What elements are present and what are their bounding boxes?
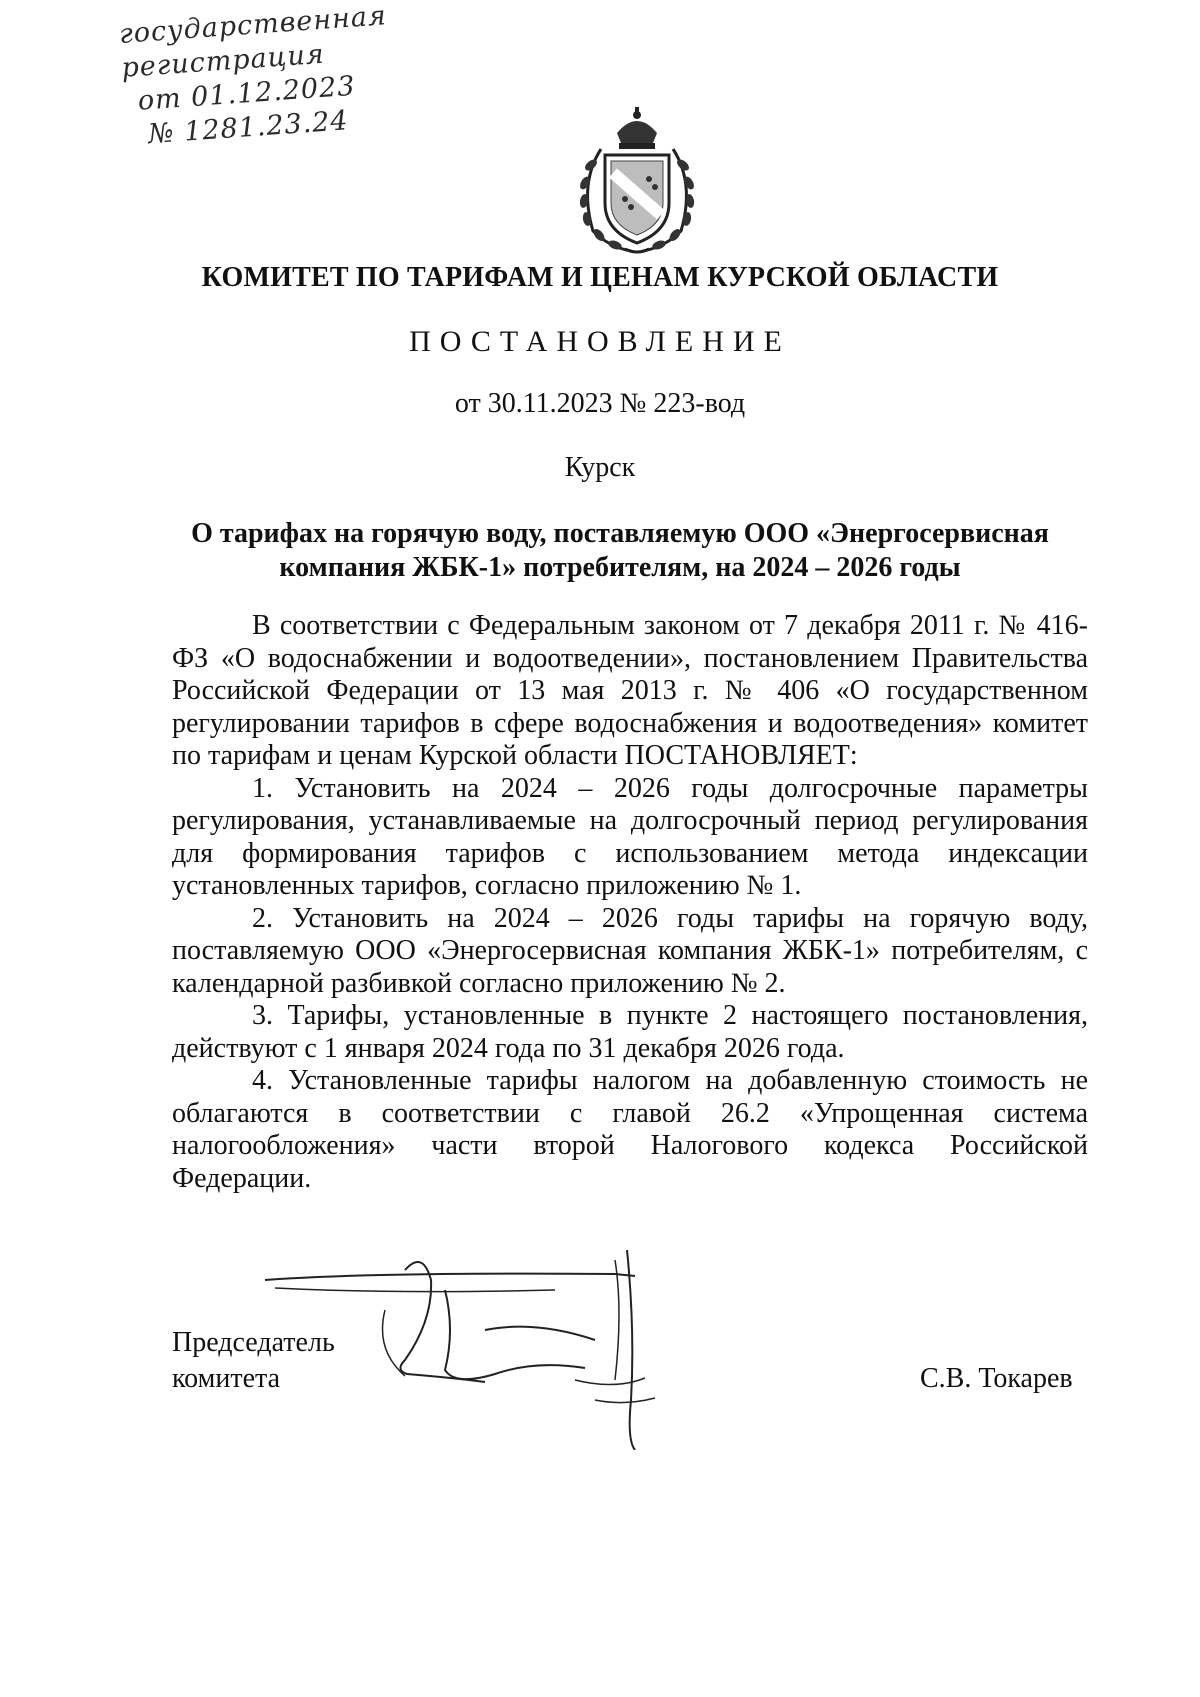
signatory-position-line: Председатель <box>172 1327 335 1358</box>
signatory-name: С.В. Токарев <box>920 1363 1073 1394</box>
resolution-item-1: 1. Установить на 2024 – 2026 годы долгосрочные параметры регулирования, устанавливаемые на долгосрочный период регулирования для формирования тарифов с использованием метода индексации установленных тарифов, согласно приложению № 1. <box>172 772 1088 901</box>
kursk-coat-of-arms-icon <box>565 103 709 255</box>
preamble-paragraph: В соответствии с Федеральным законом от 7 декабря 2011 г. № 416-ФЗ «О водоснабжении и водоотведении», постановлением Правительства Российской Федерации от 13 мая 2013 г. № 406 «О государственном регулировании тарифов в сфере водоснабжения и водоотведения» комитет по тарифам и ценам Курской области ПОСТАНОВЛЯЕТ: <box>172 610 1088 771</box>
registration-note-number: № 1281.23.24 <box>147 105 350 151</box>
subject-line: компания ЖБК-1» потребителям, на 2024 – 2026 годы <box>279 552 961 583</box>
signatory-position-line: комитета <box>172 1363 281 1394</box>
agency-title: КОМИТЕТ ПО ТАРИФАМ И ЦЕНАМ КУРСКОЙ ОБЛАСТИ <box>201 262 999 293</box>
resolution-item-2: 2. Установить на 2024 – 2026 годы тарифы на горячую воду, поставляемую ООО «Энергосервисная компания ЖБК-1» потребителям, с календарной разбивкой согласно приложению № 2. <box>172 902 1088 999</box>
registration-note-line: государственная <box>118 0 388 50</box>
document-city: Курск <box>564 452 636 483</box>
document-type: ПОСТАНОВЛЕНИЕ <box>409 325 791 358</box>
registration-note-line: регистрация <box>120 38 326 84</box>
document-subject <box>160 517 1080 585</box>
registration-handwritten-note <box>118 0 407 154</box>
handwritten-signature <box>255 1250 725 1450</box>
registration-note-date: от 01.12.2023 <box>136 70 357 117</box>
document-date-number: от 30.11.2023 № 223-вод <box>454 388 746 419</box>
resolution-item-3: 3. Тарифы, установленные в пункте 2 настоящего постановления, действуют с 1 января 2024 года по 31 декабря 2026 года. <box>172 1000 1088 1064</box>
document-body <box>172 610 1088 1195</box>
subject-line: О тарифах на горячую воду, поставляемую ООО «Энергосервисная <box>191 518 1049 549</box>
resolution-item-4: 4. Установленные тарифы налогом на добавленную стоимость не облагаются в соответствии с главой 26.2 «Упрощенная система налогообложения» части второй Налогового кодекса Российской Федерации. <box>172 1065 1088 1194</box>
